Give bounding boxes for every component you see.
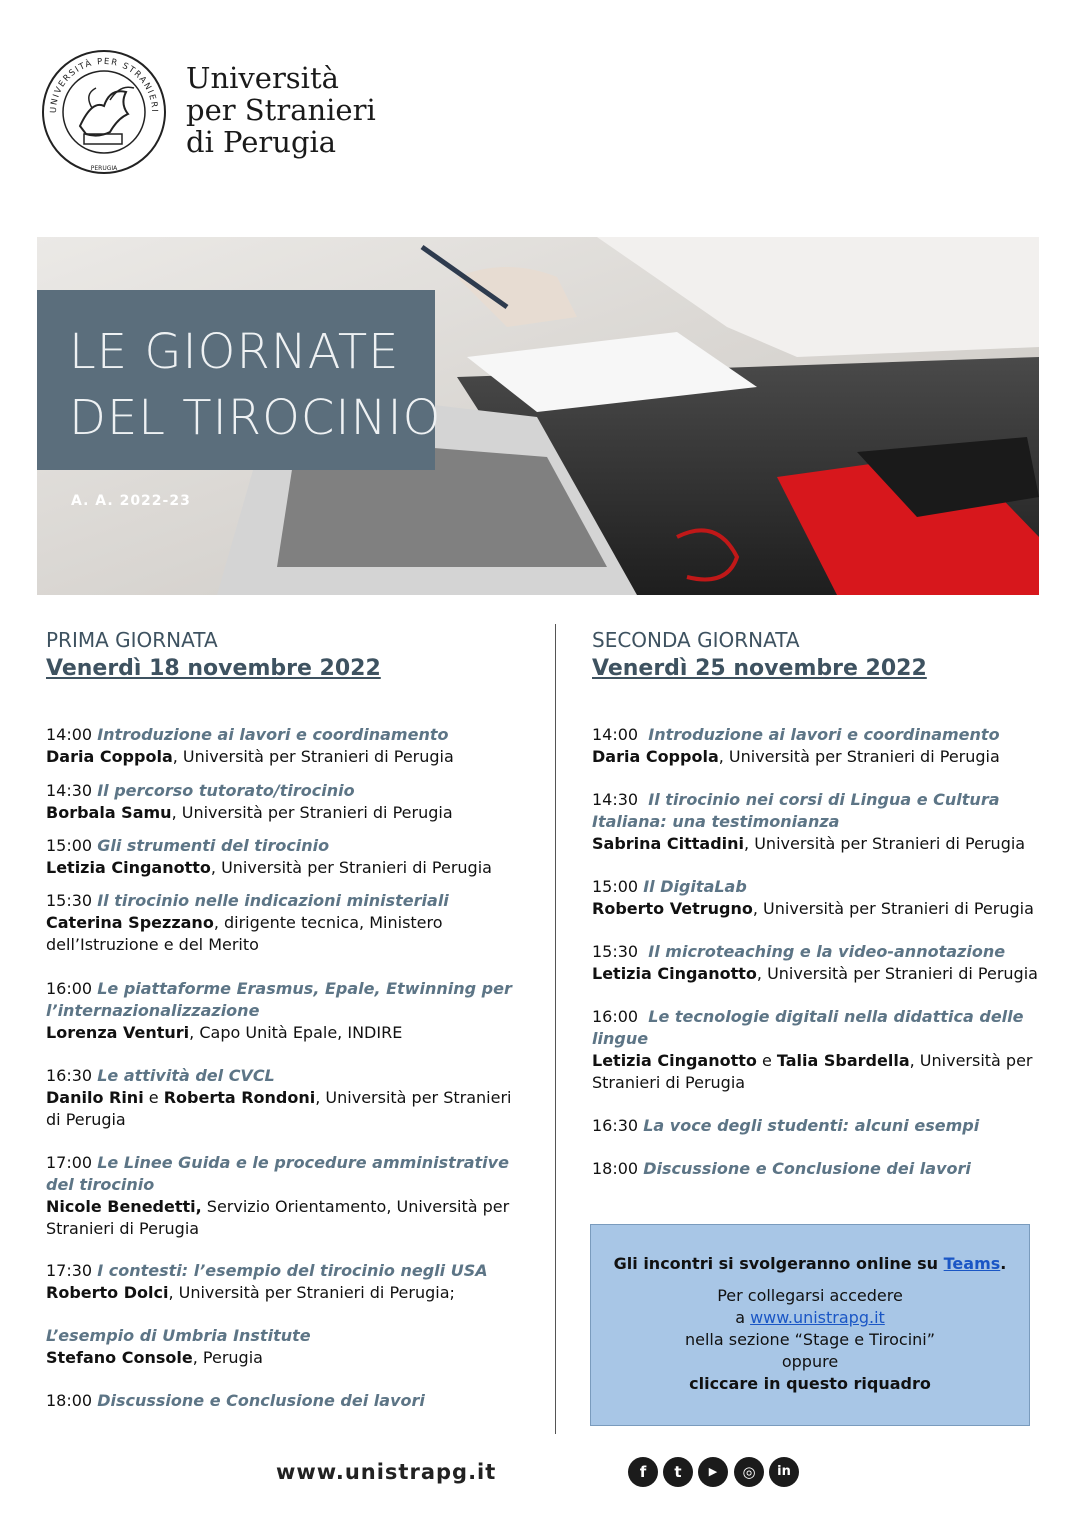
session-topic: I contesti: l’esempio del tirocinio negli USA [97, 1261, 488, 1280]
university-name-line: Università [186, 61, 339, 95]
speaker-name: Daria Coppola [46, 747, 173, 766]
day2-label: SECONDA GIORNATA [592, 628, 800, 652]
day1-session [46, 1065, 526, 1131]
session-time: 18:00 [46, 1391, 93, 1410]
info-line: Per collegarsi accedere [717, 1286, 903, 1305]
speaker-name: Caterina Spezzano [46, 913, 214, 932]
session-topic: La voce degli studenti: alcuni esempi [643, 1116, 980, 1135]
university-seal-icon [40, 48, 168, 176]
session-time: 17:00 [46, 1153, 93, 1172]
session-topic: Le tecnologie digitali nella didattica delle lingue [592, 1007, 1024, 1048]
university-name-line: per Stranieri [186, 93, 376, 127]
session-time: 14:30 [46, 781, 93, 800]
twitter-icon[interactable]: t [663, 1457, 693, 1487]
website-link[interactable]: www.unistrapg.it [750, 1308, 885, 1327]
speaker-affiliation: , Perugia [192, 1348, 263, 1367]
info-text: Gli incontri si svolgeranno online su [613, 1254, 944, 1273]
session-time: 18:00 [592, 1159, 639, 1178]
speaker-affiliation: , Università per Stranieri di Perugia [744, 834, 1026, 853]
session-topic: Il percorso tutorato/tirocinio [97, 781, 355, 800]
day1-session [46, 835, 526, 879]
session-time: 16:00 [592, 1007, 639, 1026]
session-topic: Gli strumenti del tirocinio [97, 836, 330, 855]
day2-session [592, 1158, 1042, 1180]
online-info-box[interactable] [590, 1224, 1030, 1426]
info-line: nella sezione “Stage e Tirocini” [684, 1330, 936, 1349]
session-topic: Introduzione ai lavori e coordinamento [648, 725, 1000, 744]
speaker-affiliation: Servizio Orientamento, Università per Stranieri di Perugia [46, 1197, 510, 1238]
session-time: 15:30 [592, 942, 639, 961]
speaker-name: Danilo Rini [46, 1088, 144, 1107]
speaker-name: Letizia Cinganotto [592, 1051, 757, 1070]
speaker-name: Roberta Rondoni [163, 1088, 316, 1107]
day2-session [592, 789, 1042, 855]
speaker-affiliation: , Università per Stranieri di Perugia [210, 858, 492, 877]
session-time: 16:30 [592, 1116, 639, 1135]
day2-session [592, 724, 1042, 768]
day2-session [592, 1115, 1042, 1137]
info-line: oppure [781, 1352, 839, 1371]
academic-year: A. A. 2022-23 [71, 493, 191, 509]
day1-session [46, 890, 526, 956]
university-name [186, 62, 376, 158]
university-name-line: di Perugia [186, 125, 337, 159]
svg-text:UNIVERSITÀ PER STRANIERI: UNIVERSITÀ PER STRANIERI [48, 56, 160, 114]
info-line-website [591, 1307, 1029, 1329]
day1-session [46, 1325, 526, 1369]
speaker-affiliation: , Università per Stranieri di Perugia [756, 964, 1038, 983]
session-time: 15:00 [46, 836, 93, 855]
session-time: 16:30 [46, 1066, 93, 1085]
day2-session [592, 1006, 1042, 1094]
banner-title-box [37, 290, 442, 470]
info-text: . [1000, 1254, 1007, 1273]
day1-session [46, 724, 526, 768]
session-time: 14:30 [592, 790, 639, 809]
speaker-name: Roberto Dolci [46, 1283, 169, 1302]
speaker-affiliation: , Università per Stranieri di Perugia [46, 1088, 512, 1129]
svg-text:PERUGIA: PERUGIA [90, 165, 118, 172]
day2-column [592, 626, 1042, 1178]
session-time: 15:30 [46, 891, 93, 910]
day2-date: Venerdì 25 novembre 2022 [592, 656, 927, 681]
column-divider [555, 624, 556, 1434]
banner-title-line1: LE GIORNATE [69, 324, 400, 380]
speaker-name: Lorenza Venturi [46, 1023, 190, 1042]
speaker-name: Talia Sbardella [776, 1051, 910, 1070]
session-topic: Le Linee Guida e le procedure amministrative del tirocinio [46, 1153, 509, 1194]
day1-column [46, 626, 526, 1410]
session-topic: Il tirocinio nelle indicazioni ministeriali [97, 891, 449, 910]
info-line-click: cliccare in questo riquadro [689, 1374, 931, 1393]
day1-session [46, 780, 526, 824]
speaker-name: Letizia Cinganotto [592, 964, 757, 983]
speaker-conjunction: e [143, 1088, 164, 1107]
footer-website[interactable]: www.unistrapg.it [276, 1460, 497, 1484]
day1-session [46, 1152, 526, 1240]
session-topic: L’esempio di Umbria Institute [46, 1326, 311, 1345]
day2-session [592, 941, 1042, 985]
speaker-affiliation: , Università per Stranieri di Perugia [592, 1051, 1033, 1092]
instagram-icon[interactable]: ◎ [734, 1457, 764, 1487]
day1-session [46, 978, 526, 1044]
session-topic: Introduzione ai lavori e coordinamento [97, 725, 449, 744]
session-topic: Discussione e Conclusione dei lavori [97, 1391, 425, 1410]
day1-session [46, 1390, 526, 1412]
day1-session [46, 1260, 526, 1304]
speaker-affiliation: , Università per Stranieri di Perugia [752, 899, 1034, 918]
session-time: 17:30 [46, 1261, 93, 1280]
session-time: 14:00 [592, 725, 639, 744]
speaker-affiliation: , Università per Stranieri di Perugia [718, 747, 1000, 766]
session-time: 15:00 [592, 877, 639, 896]
session-topic: Le piattaforme Erasmus, Epale, Etwinning per l’internazionalizzazione [46, 979, 512, 1020]
session-time: 14:00 [46, 725, 93, 744]
speaker-affiliation: , dirigente tecnica, Ministero dell’Istruzione e del Merito [46, 913, 443, 954]
speaker-affiliation: , Capo Unità Epale, INDIRE [189, 1023, 403, 1042]
speaker-name: Daria Coppola [592, 747, 719, 766]
header [40, 48, 440, 178]
speaker-name: Borbala Samu [46, 803, 172, 822]
speaker-name: Stefano Console [46, 1348, 193, 1367]
session-topic: Il tirocinio nei corsi di Lingua e Cultura Italiana: una testimonianza [592, 790, 1000, 831]
facebook-icon[interactable]: f [628, 1457, 658, 1487]
session-topic: Le attività del CVCL [97, 1066, 275, 1085]
teams-link[interactable]: Teams [943, 1254, 1001, 1273]
banner-title-line2: DEL TIROCINIO [69, 390, 442, 446]
day1-date: Venerdì 18 novembre 2022 [46, 656, 381, 681]
session-topic: Il microteaching e la video-annotazione [648, 942, 1006, 961]
session-topic: Il DigitaLab [643, 877, 747, 896]
session-time: 16:00 [46, 979, 93, 998]
info-text: a [735, 1308, 751, 1327]
hero-banner [37, 237, 1039, 595]
speaker-conjunction: e [756, 1051, 777, 1070]
youtube-icon[interactable]: ▶ [698, 1457, 728, 1487]
session-topic: Discussione e Conclusione dei lavori [643, 1159, 971, 1178]
info-line-teams [591, 1253, 1029, 1275]
day2-session [592, 876, 1042, 920]
speaker-affiliation: , Università per Stranieri di Perugia; [168, 1283, 455, 1302]
speaker-name: Roberto Vetrugno [592, 899, 753, 918]
speaker-affiliation: , Università per Stranieri di Perugia [171, 803, 453, 822]
speaker-name: Sabrina Cittadini [592, 834, 745, 853]
day1-label: PRIMA GIORNATA [46, 628, 218, 652]
linkedin-icon[interactable]: in [769, 1457, 799, 1487]
speaker-name: Nicole Benedetti, [46, 1197, 202, 1216]
speaker-affiliation: , Università per Stranieri di Perugia [172, 747, 454, 766]
speaker-name: Letizia Cinganotto [46, 858, 211, 877]
